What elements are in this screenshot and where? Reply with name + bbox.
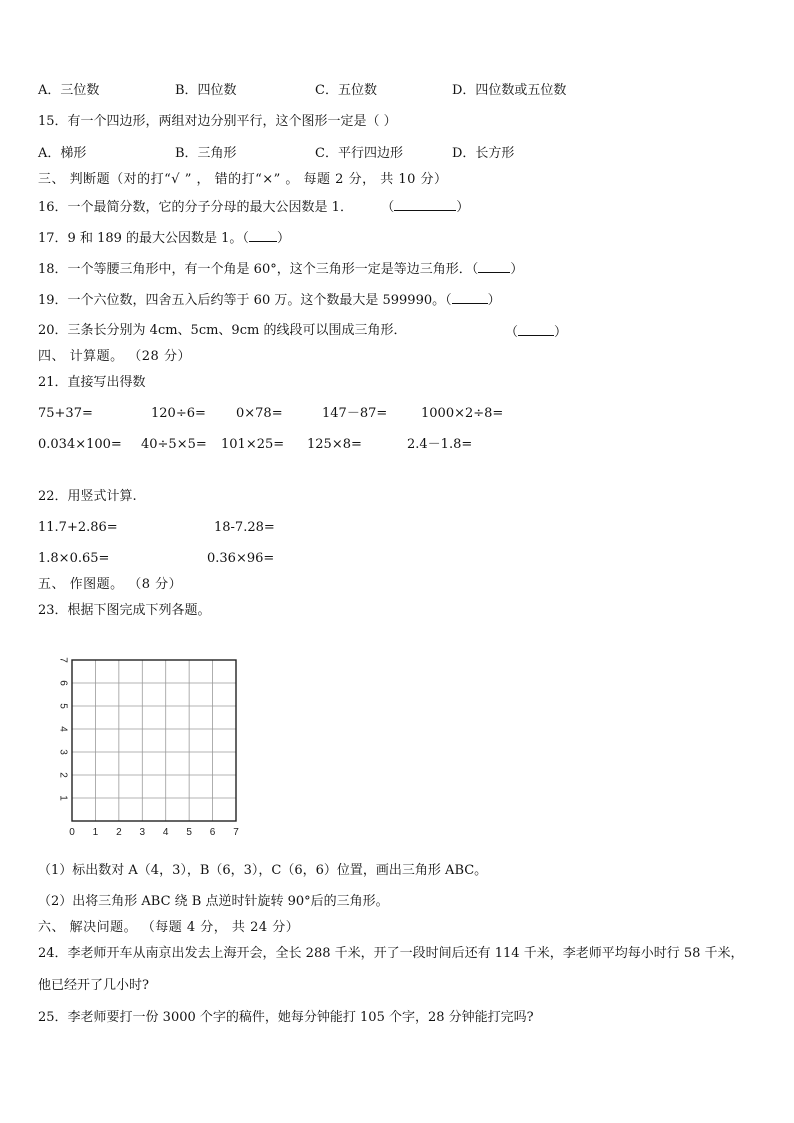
q23-sub-2: （2）出将三角形 ABC 绕 B 点逆时针旋转 90°后的三角形。 bbox=[38, 894, 389, 909]
q15-option-b: B．三角形 bbox=[175, 146, 237, 161]
q24-line-1: 24．李老师开车从南京出发去上海开会，全长 288 千米，开了一段时间后还有 114 千米，李老师平均每小时行 58 千米， bbox=[38, 946, 744, 961]
q17-close: ） bbox=[276, 231, 290, 246]
q21-item: 0×78= bbox=[236, 406, 283, 421]
q25: 25．李老师要打一份 3000 个字的稿件，她每分钟能打 105 个字，28 分钟能打完吗? bbox=[38, 1010, 534, 1025]
y-tick-label: 2 bbox=[57, 772, 69, 778]
q21-item: 0.034×100= bbox=[38, 437, 122, 452]
y-tick-label: 6 bbox=[57, 680, 69, 686]
x-tick-label: 3 bbox=[139, 827, 146, 838]
q14-option-a: A．三位数 bbox=[38, 83, 100, 98]
q23-sub-1: （1）标出数对 A（4，3），B（6，3），C（6，6）位置，画出三角形 ABC。 bbox=[38, 863, 488, 878]
q15-option-a: A．梯形 bbox=[38, 146, 87, 161]
q15-option-d: D．长方形 bbox=[452, 146, 515, 161]
q16-text: 16．一个最简分数，它的分子分母的最大公因数是 1． bbox=[38, 200, 353, 215]
q18 bbox=[38, 260, 523, 278]
y-tick-label: 4 bbox=[57, 726, 69, 732]
q23-title: 23．根据下图完成下列各题。 bbox=[38, 603, 211, 618]
q20-answer bbox=[505, 323, 567, 341]
q17 bbox=[38, 229, 290, 247]
coordinate-grid-svg bbox=[50, 650, 250, 840]
q14-option-d: D．四位数或五位数 bbox=[452, 83, 567, 98]
section-5-heading: 五、 作图题。 （8 分） bbox=[38, 577, 183, 592]
x-tick-label: 5 bbox=[186, 827, 192, 838]
q22-item: 18-7.28= bbox=[214, 520, 275, 535]
q21-title: 21．直接写出得数 bbox=[38, 375, 146, 390]
q21-item: 75+37= bbox=[38, 406, 93, 421]
q15-stem: 15．有一个四边形，两组对边分别平行，这个图形一定是（ ） bbox=[38, 114, 397, 129]
q17-text: 17．9 和 189 的最大公因数是 1。（ bbox=[38, 231, 249, 246]
q22-title: 22．用竖式计算. bbox=[38, 489, 137, 504]
section-6-heading: 六、 解决问题。 （每题 4 分， 共 24 分） bbox=[38, 920, 300, 935]
q15-option-c: C．平行四边形 bbox=[315, 146, 403, 161]
coordinate-grid bbox=[50, 650, 250, 840]
x-tick-label: 7 bbox=[233, 827, 239, 838]
q18-answer-blank[interactable] bbox=[478, 260, 510, 273]
q21-item: 147－87= bbox=[322, 406, 388, 421]
q21-item: 101×25= bbox=[221, 437, 285, 452]
q19-answer-blank[interactable] bbox=[452, 291, 488, 304]
q16-open: （ bbox=[381, 200, 395, 215]
q21-item: 120÷6= bbox=[151, 406, 206, 421]
q16-close: ） bbox=[456, 200, 470, 215]
x-tick-label: 4 bbox=[162, 827, 169, 838]
q18-close: ） bbox=[510, 262, 524, 277]
q20-close: ） bbox=[554, 325, 568, 340]
q19-close: ） bbox=[487, 293, 501, 308]
q21-item: 1000×2÷8= bbox=[421, 406, 504, 421]
y-tick-label: 1 bbox=[57, 795, 69, 801]
q19 bbox=[38, 291, 501, 309]
q21-item: 2.4－1.8= bbox=[407, 437, 473, 452]
q19-text: 19．一个六位数，四舍五入后约等于 60 万。这个数最大是 599990。（ bbox=[38, 293, 452, 308]
q22-item: 0.36×96= bbox=[207, 551, 275, 566]
x-tick-label: 2 bbox=[116, 827, 122, 838]
q22-item: 1.8×0.65= bbox=[38, 551, 110, 566]
y-tick-label: 3 bbox=[57, 749, 69, 755]
q22-item: 11.7+2.86= bbox=[38, 520, 118, 535]
x-tick-label: 0 bbox=[69, 827, 75, 838]
q16-answer-blank[interactable] bbox=[394, 198, 456, 211]
q20-answer-blank[interactable] bbox=[518, 323, 554, 336]
section-4-heading: 四、 计算题。 （28 分） bbox=[38, 349, 191, 364]
x-tick-label: 6 bbox=[209, 827, 216, 838]
section-3-heading: 三、 判断题（对的打“√ ” ， 错的打“×” 。 每题 2 分， 共 10 分） bbox=[38, 172, 448, 187]
q20-open: （ bbox=[505, 325, 519, 340]
y-tick-label: 7 bbox=[57, 657, 69, 663]
q17-answer-blank[interactable] bbox=[249, 229, 277, 242]
q14-option-c: C．五位数 bbox=[315, 83, 377, 98]
q21-item: 125×8= bbox=[307, 437, 362, 452]
y-tick-label: 5 bbox=[57, 703, 69, 709]
q14-option-b: B．四位数 bbox=[175, 83, 237, 98]
x-tick-label: 1 bbox=[92, 827, 99, 838]
q20-text: 20．三条长分别为 4cm、5cm、9cm 的线段可以围成三角形． bbox=[38, 323, 407, 338]
q18-text: 18．一个等腰三角形中，有一个角是 60°，这个三角形一定是等边三角形．（ bbox=[38, 262, 479, 277]
q24-line-2: 他已经开了几小时? bbox=[38, 978, 149, 993]
q21-item: 40÷5×5= bbox=[141, 437, 207, 452]
q16 bbox=[38, 198, 469, 216]
grid-border bbox=[72, 660, 236, 821]
